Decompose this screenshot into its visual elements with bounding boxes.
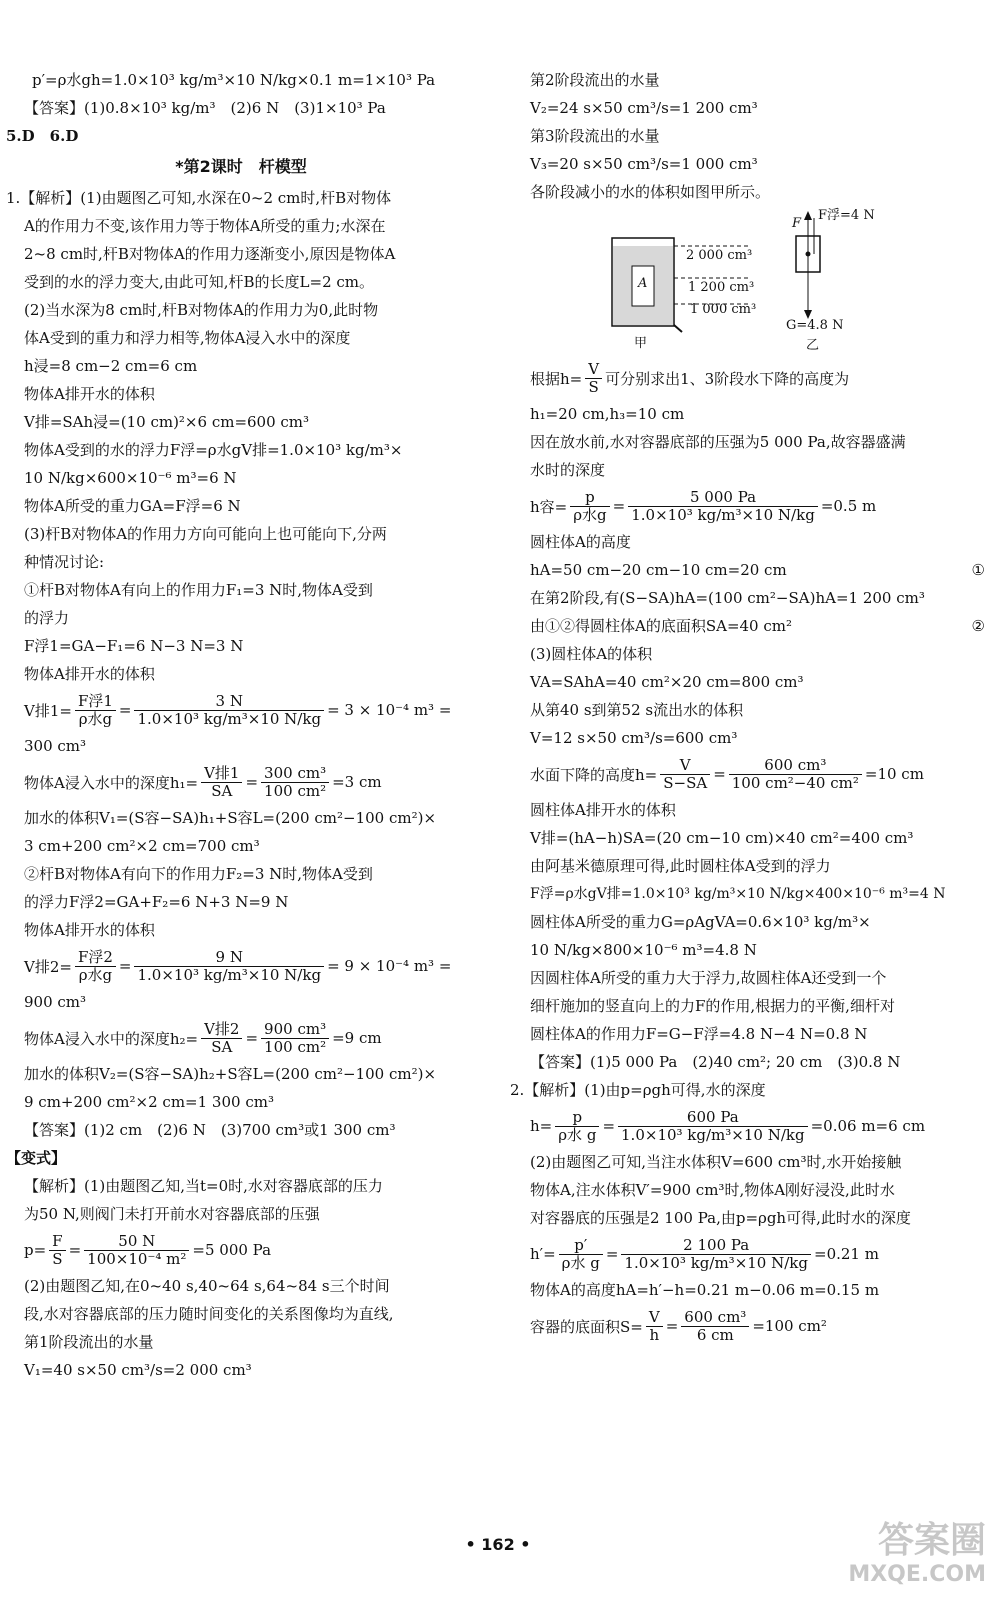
object-label: A bbox=[638, 276, 648, 291]
answer-line: 【答案】(1)2 cm (2)6 N (3)700 cm³或1 300 cm³ bbox=[24, 1121, 396, 1139]
fraction bbox=[134, 949, 324, 984]
text-line: 由阿基米德原理可得,此时圆柱体A受到的浮力 bbox=[530, 857, 831, 875]
text-line: 对容器底的压强是2 100 Pa,由p=ρgh可得,此时水的深度 bbox=[530, 1209, 911, 1227]
text-line: 圆柱体A排开水的体积 bbox=[530, 801, 676, 819]
fraction bbox=[84, 1233, 189, 1268]
figure-diagram bbox=[530, 206, 985, 356]
formula-line bbox=[530, 1232, 985, 1276]
text-line: 受到的水的浮力变大,由此可知,杆B的长度L=2 cm。 bbox=[24, 273, 375, 291]
numerator: 600 cm³ bbox=[729, 757, 862, 775]
text-part: hA=50 cm−20 cm−10 cm=20 cm bbox=[530, 561, 787, 579]
fraction bbox=[261, 765, 329, 800]
numerator: V排1 bbox=[201, 765, 242, 783]
formula-part: = 9 × 10⁻⁴ m³ = bbox=[327, 957, 452, 975]
valve bbox=[674, 325, 682, 332]
numerator: V bbox=[585, 361, 602, 379]
text-line: 1.【解析】(1)由题图乙可知,水深在0~2 cm时,杆B对物体 bbox=[6, 189, 392, 207]
volume-label: 1 000 cm³ bbox=[690, 302, 757, 317]
denominator: 1.0×10³ kg/m³×10 N/kg bbox=[631, 505, 815, 524]
formula-part: 根据h= bbox=[530, 369, 583, 388]
fraction bbox=[585, 361, 602, 396]
fraction bbox=[134, 693, 324, 728]
fraction bbox=[729, 757, 862, 792]
formula-part: = bbox=[118, 957, 132, 975]
text-line: 的浮力 bbox=[24, 609, 70, 627]
formula-part: =3 cm bbox=[332, 773, 382, 791]
denominator: S bbox=[588, 377, 599, 396]
text-line bbox=[530, 556, 985, 584]
text-line: 圆柱体A的作用力F=G−F浮=4.8 N−4 N=0.8 N bbox=[530, 1025, 868, 1043]
formula-part: = bbox=[68, 1241, 82, 1259]
formula-part: = bbox=[118, 701, 132, 719]
denominator: 1.0×10³ kg/m³×10 N/kg bbox=[624, 1253, 808, 1272]
text-line: V排=(hA−h)SA=(20 cm−10 cm)×40 cm²=400 cm³ bbox=[530, 829, 914, 847]
fraction bbox=[261, 1021, 329, 1056]
fraction bbox=[49, 1233, 65, 1268]
fraction bbox=[555, 1109, 599, 1144]
formula-part: 可分别求出1、3阶段水下降的高度为 bbox=[605, 369, 850, 388]
denominator: 100 cm² bbox=[264, 781, 327, 800]
formula-part: V排1= bbox=[24, 701, 72, 720]
text-line: V₁=40 s×50 cm³/s=2 000 cm³ bbox=[24, 1361, 252, 1379]
numerator: 3 N bbox=[134, 693, 324, 711]
numerator: 2 100 Pa bbox=[621, 1237, 811, 1255]
text-line: 9 cm+200 cm²×2 cm=1 300 cm³ bbox=[24, 1093, 274, 1111]
numerator: 5 000 Pa bbox=[628, 489, 818, 507]
right-column bbox=[510, 66, 985, 1348]
text-line: 物体A排开水的体积 bbox=[24, 921, 155, 939]
formula-line bbox=[530, 752, 985, 796]
denominator: h bbox=[649, 1325, 660, 1344]
formula-line bbox=[6, 1228, 476, 1272]
denominator: SA bbox=[211, 781, 233, 800]
left-column bbox=[6, 66, 476, 1384]
text-line: 第1阶段流出的水量 bbox=[24, 1333, 154, 1351]
text-line: 物体A排开水的体积 bbox=[24, 665, 155, 683]
formula-line bbox=[530, 356, 985, 400]
text-line: 2.【解析】(1)由p=ρgh可得,水的深度 bbox=[510, 1081, 766, 1099]
numerator: 9 N bbox=[134, 949, 324, 967]
numerator: 600 Pa bbox=[618, 1109, 808, 1127]
text-line: h浸=8 cm−2 cm=6 cm bbox=[24, 357, 198, 375]
denominator: 1.0×10³ kg/m³×10 N/kg bbox=[137, 965, 322, 984]
text-line: (3)圆柱体A的体积 bbox=[530, 645, 653, 663]
text-line: 段,水对容器底部的压力随时间变化的关系图像均为直线, bbox=[24, 1305, 394, 1323]
formula-part: =0.06 m=6 cm bbox=[810, 1117, 926, 1135]
text-line: V₃=20 s×50 cm³/s=1 000 cm³ bbox=[530, 155, 758, 173]
text-line: 圆柱体A的高度 bbox=[530, 533, 631, 551]
formula-part: h= bbox=[530, 1117, 553, 1135]
text-line: (3)杆B对物体A的作用力方向可能向上也可能向下,分两 bbox=[24, 525, 387, 543]
figure-caption: 乙 bbox=[806, 338, 820, 353]
text-line: 加水的体积V₁=(S容−SA)h₁+S容L=(200 cm²−100 cm²)× bbox=[24, 809, 437, 827]
text-line: 900 cm³ bbox=[24, 993, 87, 1011]
text-line: 3 cm+200 cm²×2 cm=700 cm³ bbox=[24, 837, 260, 855]
formula-part: 容器的底面积S= bbox=[530, 1317, 643, 1336]
text-line: 物体A排开水的体积 bbox=[24, 385, 155, 403]
fraction bbox=[621, 1237, 811, 1272]
answer-line: 5.D 6.D bbox=[6, 127, 79, 145]
text-line: A的作用力不变,该作用力等于物体A所受的重力;水深在 bbox=[24, 217, 386, 235]
formula-part: h′= bbox=[530, 1245, 556, 1263]
denominator: 100 cm²−40 cm² bbox=[731, 773, 859, 792]
formula-part: = bbox=[245, 773, 259, 791]
formula-part: = bbox=[605, 1245, 619, 1263]
text-line: 在第2阶段,有(S−SA)hA=(100 cm²−SA)hA=1 200 cm³ bbox=[530, 589, 925, 607]
text-line: 水时的深度 bbox=[530, 461, 606, 479]
section-label: 【变式】 bbox=[6, 1149, 67, 1167]
formula-part: = bbox=[612, 497, 626, 515]
arrow-head bbox=[804, 211, 812, 220]
formula-line bbox=[6, 944, 476, 988]
text-line: 细杆施加的竖直向上的力F的作用,根据力的平衡,细杆对 bbox=[530, 997, 895, 1015]
denominator: ρ水g bbox=[78, 965, 113, 984]
numerator: 50 N bbox=[84, 1233, 189, 1251]
text-line: 为50 N,则阀门未打开前水对容器底部的压强 bbox=[24, 1205, 320, 1223]
text-line: 300 cm³ bbox=[24, 737, 87, 755]
text-line: F浮1=GA−F₁=6 N−3 N=3 N bbox=[24, 637, 244, 655]
formula-part: =10 cm bbox=[864, 765, 924, 783]
formula-line bbox=[530, 1304, 985, 1348]
force-label: G=4.8 N bbox=[786, 318, 844, 333]
text-line: 体A受到的重力和浮力相等,物体A浸入水中的深度 bbox=[24, 329, 351, 347]
text-line: 第2阶段流出的水量 bbox=[530, 71, 660, 89]
watermark-bottom: MXQE.COM bbox=[848, 1562, 986, 1587]
denominator: SA bbox=[211, 1037, 233, 1056]
numerator: F浮1 bbox=[75, 693, 116, 711]
text-line: 圆柱体A所受的重力G=ρAgVA=0.6×10³ kg/m³× bbox=[530, 913, 871, 931]
answer-line: 【答案】(1)5 000 Pa (2)40 cm²; 20 cm (3)0.8 N bbox=[530, 1053, 901, 1071]
fraction bbox=[559, 1237, 603, 1272]
fraction bbox=[628, 489, 818, 524]
formula-part: h容= bbox=[530, 497, 568, 516]
text-line: 2~8 cm时,杆B对物体A的作用力逐渐变小,原因是物体A bbox=[24, 245, 396, 263]
figure bbox=[530, 206, 985, 356]
formula-part: =100 cm² bbox=[752, 1317, 827, 1335]
watermark-logo bbox=[790, 1520, 986, 1596]
denominator: ρ水g bbox=[573, 505, 607, 524]
equation-marker: ② bbox=[971, 617, 985, 635]
text-line: 物体A,注水体积V′=900 cm³时,物体A刚好浸没,此时水 bbox=[530, 1181, 895, 1199]
equation-marker: ① bbox=[971, 561, 985, 579]
numerator: V bbox=[646, 1309, 663, 1327]
denominator: 1.0×10³ kg/m³×10 N/kg bbox=[137, 709, 322, 728]
denominator: ρ水 g bbox=[558, 1125, 597, 1144]
numerator: p bbox=[570, 489, 609, 507]
text-line: 【解析】(1)由题图乙知,当t=0时,水对容器底部的压力 bbox=[24, 1177, 383, 1195]
numerator: F浮2 bbox=[75, 949, 116, 967]
formula-part: V排2= bbox=[24, 957, 72, 976]
denominator: 1.0×10³ kg/m³×10 N/kg bbox=[621, 1125, 805, 1144]
numerator: V排2 bbox=[201, 1021, 242, 1039]
text-line: 种情况讨论: bbox=[24, 553, 105, 571]
denominator: ρ水g bbox=[78, 709, 113, 728]
fraction bbox=[618, 1109, 808, 1144]
text-line: VA=SAhA=40 cm²×20 cm=800 cm³ bbox=[530, 673, 804, 691]
formula-part: =0.5 m bbox=[820, 497, 877, 515]
fraction bbox=[201, 1021, 242, 1056]
force-label: F浮=4 N bbox=[818, 208, 875, 223]
fraction bbox=[681, 1309, 749, 1344]
force-label: F bbox=[792, 216, 802, 231]
formula-part: = bbox=[665, 1317, 679, 1335]
formula-line bbox=[530, 484, 985, 528]
text-line: 加水的体积V₂=(S容−SA)h₂+S容L=(200 cm²−100 cm²)× bbox=[24, 1065, 437, 1083]
text-line: 10 N/kg×800×10⁻⁶ m³=4.8 N bbox=[530, 941, 757, 959]
text-line: 因在放水前,水对容器底部的压强为5 000 Pa,故容器盛满 bbox=[530, 433, 906, 451]
text-line: p′=ρ水gh=1.0×10³ kg/m³×10 N/kg×0.1 m=1×10³ Pa bbox=[32, 71, 436, 89]
formula-part: 物体A浸入水中的深度h₂= bbox=[24, 1029, 199, 1048]
fraction bbox=[570, 489, 609, 524]
text-line: V排=SAh浸=(10 cm)²×6 cm=600 cm³ bbox=[24, 413, 310, 431]
text-line: 从第40 s到第52 s流出水的体积 bbox=[530, 701, 744, 719]
formula-line bbox=[530, 1104, 985, 1148]
numerator: F bbox=[49, 1233, 65, 1251]
text-line: 因圆柱体A所受的重力大于浮力,故圆柱体A还受到一个 bbox=[530, 969, 887, 987]
text-line: 的浮力F浮2=GA+F₂=6 N+3 N=9 N bbox=[24, 893, 289, 911]
figure-caption: 甲 bbox=[634, 336, 648, 351]
watermark-top: 答案圈 bbox=[877, 1520, 986, 1561]
numerator: 600 cm³ bbox=[681, 1309, 749, 1327]
text-line: (2)由题图乙知,在0~40 s,40~64 s,64~84 s三个时间 bbox=[24, 1277, 390, 1295]
formula-part: =0.21 m bbox=[814, 1245, 879, 1263]
page-number: • 162 • bbox=[465, 1535, 531, 1554]
numerator: p bbox=[555, 1109, 599, 1127]
text-line: (2)当水深为8 cm时,杆B对物体A的作用力为0,此时物 bbox=[24, 301, 379, 319]
volume-label: 1 200 cm³ bbox=[688, 280, 755, 295]
numerator: p′ bbox=[559, 1237, 603, 1255]
numerator: V bbox=[660, 757, 710, 775]
text-line: F浮=ρ水gV排=1.0×10³ kg/m³×10 N/kg×400×10⁻⁶ m³=4 N bbox=[530, 886, 946, 902]
formula-part: = bbox=[245, 1029, 259, 1047]
formula-part: =9 cm bbox=[332, 1029, 382, 1047]
denominator: S−SA bbox=[663, 773, 708, 792]
text-line: 由①②得圆柱体A的底面积SA=40 cm² bbox=[530, 617, 793, 635]
text-line: h₁=20 cm,h₃=10 cm bbox=[530, 405, 685, 423]
text-line: 10 N/kg×600×10⁻⁶ m³=6 N bbox=[24, 469, 237, 487]
formula-part: = 3 × 10⁻⁴ m³ = bbox=[327, 701, 452, 719]
text-line: V₂=24 s×50 cm³/s=1 200 cm³ bbox=[530, 99, 758, 117]
text-line: V=12 s×50 cm³/s=600 cm³ bbox=[530, 729, 738, 747]
formula-part: = bbox=[713, 765, 726, 783]
numerator: 300 cm³ bbox=[261, 765, 329, 783]
denominator: 6 cm bbox=[696, 1325, 734, 1344]
formula-line bbox=[6, 1016, 476, 1060]
text-line: ②杆B对物体A有向下的作用力F₂=3 N时,物体A受到 bbox=[24, 865, 373, 883]
answer-line: 【答案】(1)0.8×10³ kg/m³ (2)6 N (3)1×10³ Pa bbox=[24, 99, 386, 117]
numerator: 900 cm³ bbox=[261, 1021, 329, 1039]
volume-label: 2 000 cm³ bbox=[686, 248, 753, 263]
formula-line bbox=[6, 760, 476, 804]
text-line: ①杆B对物体A有向上的作用力F₁=3 N时,物体A受到 bbox=[24, 581, 373, 599]
formula-part: 物体A浸入水中的深度h₁= bbox=[24, 773, 199, 792]
text-line: 各阶段减小的水的体积如图甲所示。 bbox=[530, 183, 771, 201]
text-line: 物体A所受的重力GA=F浮=6 N bbox=[24, 497, 241, 515]
formula-part: p= bbox=[24, 1241, 47, 1259]
formula-part: =5 000 Pa bbox=[192, 1241, 272, 1259]
text-line: (2)由题图乙可知,当注水体积V=600 cm³时,水开始接触 bbox=[530, 1153, 902, 1171]
formula-part: = bbox=[602, 1117, 616, 1135]
denominator: S bbox=[52, 1249, 63, 1268]
section-title: *第2课时 杆模型 bbox=[175, 157, 307, 176]
denominator: 100×10⁻⁴ m² bbox=[87, 1249, 187, 1268]
formula-part: 水面下降的高度h= bbox=[530, 765, 658, 784]
fraction bbox=[660, 757, 710, 792]
text-line: 第3阶段流出的水量 bbox=[530, 127, 660, 145]
denominator: ρ水 g bbox=[561, 1253, 600, 1272]
formula-line bbox=[6, 688, 476, 732]
fraction bbox=[75, 949, 116, 984]
fraction bbox=[646, 1309, 663, 1344]
fraction bbox=[201, 765, 242, 800]
denominator: 100 cm² bbox=[264, 1037, 327, 1056]
fraction bbox=[75, 693, 116, 728]
text-line: 物体A受到的水的浮力F浮=ρ水gV排=1.0×10³ kg/m³× bbox=[24, 441, 403, 459]
text-line: 物体A的高度hA=h′−h=0.21 m−0.06 m=0.15 m bbox=[530, 1281, 880, 1299]
